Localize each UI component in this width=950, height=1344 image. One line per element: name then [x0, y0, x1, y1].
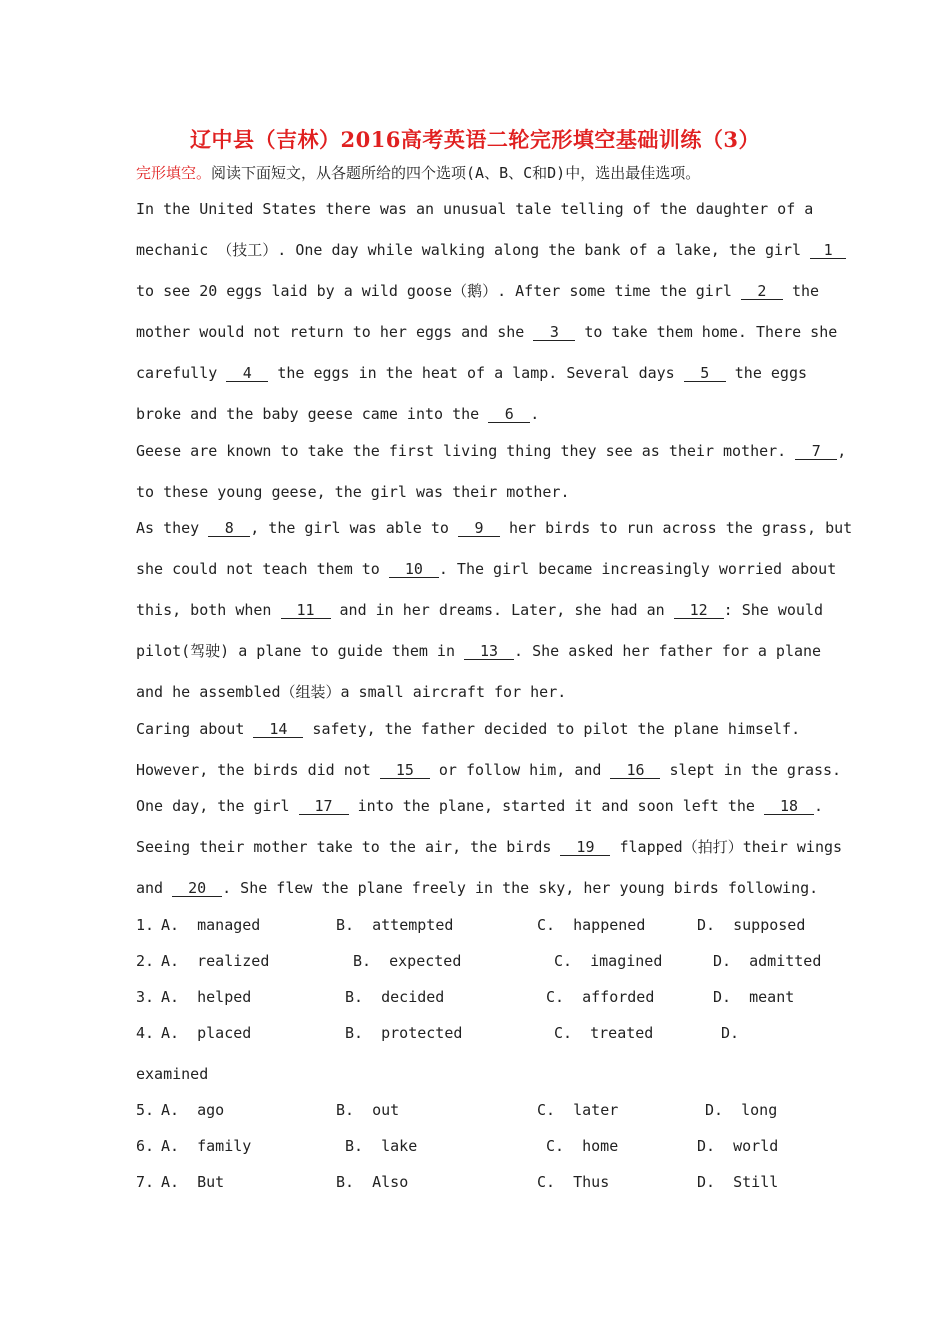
option-b: B. expected	[353, 952, 462, 970]
instruction-text: 阅读下面短文，从各题所给的四个选项(A、B、C和D)中，选出最佳选项。	[211, 164, 701, 182]
passage-text: carefully	[136, 364, 227, 382]
passage-line	[136, 559, 836, 579]
passage-text: she could not teach them to	[136, 560, 389, 578]
option-c: C. treated	[554, 1024, 654, 1042]
passage-line	[136, 600, 823, 620]
passage-text: or follow him, and	[429, 761, 611, 779]
passage-text: mother would not return to her eggs and she	[136, 323, 534, 341]
passage-text: As they	[136, 519, 209, 537]
option-b: B. out	[336, 1101, 400, 1119]
blank-11: 11	[281, 602, 331, 619]
passage-line	[136, 404, 539, 424]
option-d: D. meant	[713, 988, 795, 1006]
option-a: A. placed	[161, 1024, 252, 1042]
passage-line	[136, 719, 800, 739]
option-d: D. Still	[697, 1173, 779, 1191]
passage-text: flapped（拍打）their wings	[610, 838, 843, 856]
option-b: B. attempted	[336, 916, 454, 934]
blank-7: 7	[795, 443, 837, 460]
blank-19: 19	[560, 839, 610, 856]
blank-1: 1	[810, 242, 846, 259]
blank-4: 4	[226, 365, 268, 382]
option-d: D. admitted	[713, 952, 822, 970]
passage-text: : She would	[723, 601, 824, 619]
blank-17: 17	[299, 798, 349, 815]
option-c: C. imagined	[554, 952, 663, 970]
passage-text: ,	[837, 442, 847, 460]
blank-18: 18	[764, 798, 814, 815]
blank-13: 13	[464, 643, 514, 660]
passage-text: . The girl became increasingly worried about	[438, 560, 837, 578]
option-a: A. helped	[161, 988, 252, 1006]
instruction	[136, 163, 700, 183]
passage-text: .	[530, 405, 540, 423]
passage-line	[136, 518, 852, 538]
option-c: C. Thus	[537, 1173, 610, 1191]
passage-text: the	[782, 282, 820, 300]
option-c: C. afforded	[546, 988, 655, 1006]
page-title: 辽中县（吉林）2016高考英语二轮完形填空基础训练（3）	[189, 127, 761, 152]
passage-line	[136, 281, 819, 301]
passage-text: . She asked her father for a plane	[514, 642, 822, 660]
passage-text: to take them home. There she	[575, 323, 838, 341]
passage-text: Geese are known to take the first living thing they see as their mother.	[136, 442, 796, 460]
blank-9: 9	[458, 520, 500, 537]
passage-line	[136, 837, 842, 857]
passage-text: slept in the grass.	[660, 761, 842, 779]
passage-text: safety, the father decided to pilot the plane himself.	[303, 720, 801, 738]
passage-line	[136, 363, 807, 383]
blank-8: 8	[208, 520, 250, 537]
blank-12: 12	[674, 602, 724, 619]
option-c: C. happened	[537, 916, 646, 934]
question-number: 2.	[136, 952, 155, 970]
passage-text: pilot(驾驶) a plane to guide them in	[136, 642, 465, 660]
passage-line	[136, 641, 821, 661]
passage-text: One day, the girl	[136, 797, 299, 815]
option-a: A. managed	[161, 916, 261, 934]
blank-15: 15	[380, 762, 430, 779]
passage-text: her birds to run across the grass, but	[499, 519, 853, 537]
question-number: 1.	[136, 916, 155, 934]
option-c: C. later	[537, 1101, 619, 1119]
blank-5: 5	[684, 365, 726, 382]
passage-text: to see 20 eggs laid by a wild goose（鹅）. After some time the girl	[136, 282, 741, 300]
passage-text: and in her dreams. Later, she had an	[330, 601, 674, 619]
instruction-label: 完形填空。	[136, 164, 212, 182]
question-number: 4.	[136, 1024, 155, 1042]
passage-line	[136, 760, 841, 780]
passage-line	[136, 878, 818, 898]
blank-2: 2	[741, 283, 783, 300]
option-d: D. supposed	[697, 916, 806, 934]
question-number: 3.	[136, 988, 155, 1006]
passage-text: into the plane, started it and soon left the	[348, 797, 764, 815]
option-d: D.	[721, 1024, 740, 1042]
option-d: D. long	[705, 1101, 778, 1119]
question-number: 6.	[136, 1137, 155, 1155]
passage-line	[136, 441, 846, 461]
option-a: A. But	[161, 1173, 225, 1191]
option-b: B. decided	[345, 988, 445, 1006]
passage-line: to these young geese, the girl was their mother.	[136, 483, 570, 501]
passage-text: the eggs in the heat of a lamp. Several days	[268, 364, 684, 382]
passage-text: .	[813, 797, 824, 815]
option-a: A. realized	[161, 952, 270, 970]
question-number: 5.	[136, 1101, 155, 1119]
blank-10: 10	[389, 561, 439, 578]
option-a: A. ago	[161, 1101, 225, 1119]
passage-text: Seeing their mother take to the air, the birds	[136, 838, 561, 856]
passage-text: , the girl was able to	[250, 519, 458, 537]
option-a: A. family	[161, 1137, 252, 1155]
blank-14: 14	[253, 721, 303, 738]
option-b: B. protected	[345, 1024, 463, 1042]
option-d: D. world	[697, 1137, 779, 1155]
blank-6: 6	[488, 406, 530, 423]
blank-3: 3	[533, 324, 575, 341]
option-c: C. home	[546, 1137, 619, 1155]
option-b: B. Also	[336, 1173, 409, 1191]
option-d-text: examined	[136, 1065, 209, 1083]
passage-line: In the United States there was an unusual tale telling of the daughter of a	[136, 200, 814, 218]
passage-text: However, the birds did not	[136, 761, 380, 779]
passage-line	[136, 322, 837, 342]
passage-text: broke and the baby geese came into the	[136, 405, 489, 423]
passage-line	[136, 240, 846, 260]
passage-text: mechanic （技工）. One day while walking along the bank of a lake, the girl	[136, 241, 811, 259]
passage-line	[136, 796, 823, 816]
passage-line: and he assembled（组装）a small aircraft for her.	[136, 683, 567, 701]
question-number: 7.	[136, 1173, 155, 1191]
blank-20: 20	[172, 880, 222, 897]
passage-text: the eggs	[725, 364, 808, 382]
blank-16: 16	[610, 762, 660, 779]
option-b: B. lake	[345, 1137, 418, 1155]
passage-text: Caring about	[136, 720, 254, 738]
passage-text: . She flew the plane freely in the sky, her young birds following.	[222, 879, 819, 897]
passage-text: this, both when	[136, 601, 281, 619]
passage-text: and	[136, 879, 173, 897]
